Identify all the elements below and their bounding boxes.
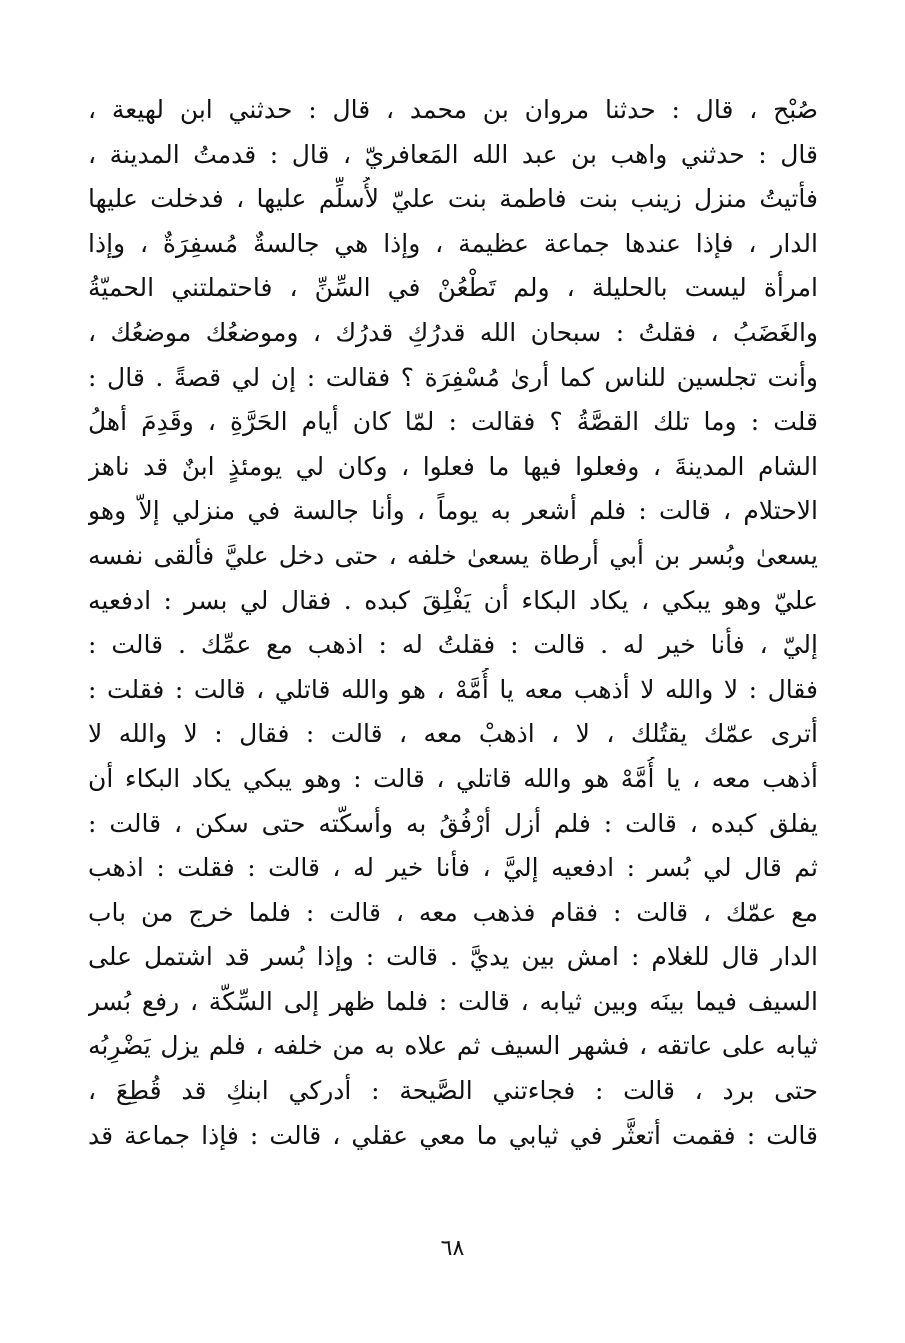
text-line: يسعىٰ وبُسر بن أبي أرطاة يسعىٰ خلفه ، حتى دخل عليَّ فألقى نفسه <box>88 540 818 570</box>
text-line: قال : حدثني واهب بن عبد الله المَعافريّ ، قال : قدمتُ المدينة ، <box>88 139 818 169</box>
body-text <box>88 88 818 1158</box>
text-line: ثيابه على عاتقه ، فشهر السيف ثم علاه به من خلفه ، فلم يزل يَضْرِبُه <box>88 1031 818 1061</box>
text-line: الاحتلام ، قالت : فلم أشعر به يوماً ، وأنا جالسة في منزلي إلاّ وهو <box>88 496 818 526</box>
text-line: فقال : لا والله لا أذهب معه يا أُمَّهْ ، هو والله قاتلي ، قالت : فقلت : <box>88 674 818 704</box>
text-line: قلت : وما تلك القصَّةُ ؟ فقالت : لمّا كان أيام الحَرَّةِ ، وقَدِمَ أهلُ <box>88 407 818 437</box>
text-line: أترى عمّك يقتُلك ، لا ، اذهبْ معه ، قالت : فقال : لا والله لا <box>88 719 818 749</box>
text-line: حتى برد ، قالت : فجاءتني الصَّيحة : أدركي ابنكِ قد قُطِعَ ، <box>88 1076 818 1106</box>
text-line: وأنت تجلسين للناس كما أرىٰ مُسْفِرَة ؟ فقالت : إن لي قصةً . قال : <box>88 362 818 392</box>
text-line: امرأة ليست بالحليلة ، ولم تَطْعُنْ في السِّنِّ ، فاحتملتني الحميّةُ <box>88 273 818 303</box>
text-line: الدار ، فإذا عندها جماعة عظيمة ، وإذا هي جالسةٌ مُسفِرَةٌ ، وإذا <box>88 228 818 258</box>
text-line: قالت : فقمت أتعثَّر في ثيابي ما معي عقلي ، قالت : فإذا جماعة قد <box>88 1120 818 1150</box>
text-line: والغَضَبُ ، فقلتُ : سبحان الله قدرُكِ قدرُك ، وموضعُك موضعُك ، <box>88 317 818 347</box>
text-line: إليّ ، فأنا خير له . قالت : فقلتُ له : اذهب مع عمِّك . قالت : <box>88 630 818 660</box>
text-line: يفلق كبده ، قالت : فلم أزل أرْفُقُ به وأسكّته حتى سكن ، قالت : <box>88 808 818 838</box>
text-line: أذهب معه ، يا أُمَّهْ هو والله قاتلي ، قالت : وهو يبكي يكاد البكاء أن <box>88 763 818 793</box>
text-line: عليّ وهو يبكي ، يكاد البكاء أن يَفْلِقَ كبده . فقال لي بسر : ادفعيه <box>88 585 818 615</box>
text-line: الشام المدينةَ ، وفعلوا فيها ما فعلوا ، وكان لي يومئذٍ ابنٌ قد ناهز <box>88 451 818 481</box>
page-number: ٦٨ <box>440 1236 465 1261</box>
text-line: السيف فيما بينَه وبين ثيابه ، قالت : فلما ظهر إلى السِّكّة ، رفع بُسر <box>88 986 818 1016</box>
text-line: صُبْح ، قال : حدثنا مروان بن محمد ، قال : حدثني ابن لهيعة ، <box>88 95 818 124</box>
text-line: الدار قال للغلام : امش بين يديَّ . قالت : وإذا بُسر قد اشتمل على <box>88 942 818 972</box>
text-line: مع عمّك ، قالت : فقام فذهب معه ، قالت : فلما خرج من باب <box>88 897 818 927</box>
text-line: ثم قال لي بُسر : ادفعيه إليَّ ، فأنا خير له ، قالت : فقلت : اذهب <box>88 853 818 883</box>
text-line: فأتيتُ منزل زينب بنت فاطمة بنت عليّ لأُسلِّم عليها ، فدخلت عليها <box>88 184 818 214</box>
